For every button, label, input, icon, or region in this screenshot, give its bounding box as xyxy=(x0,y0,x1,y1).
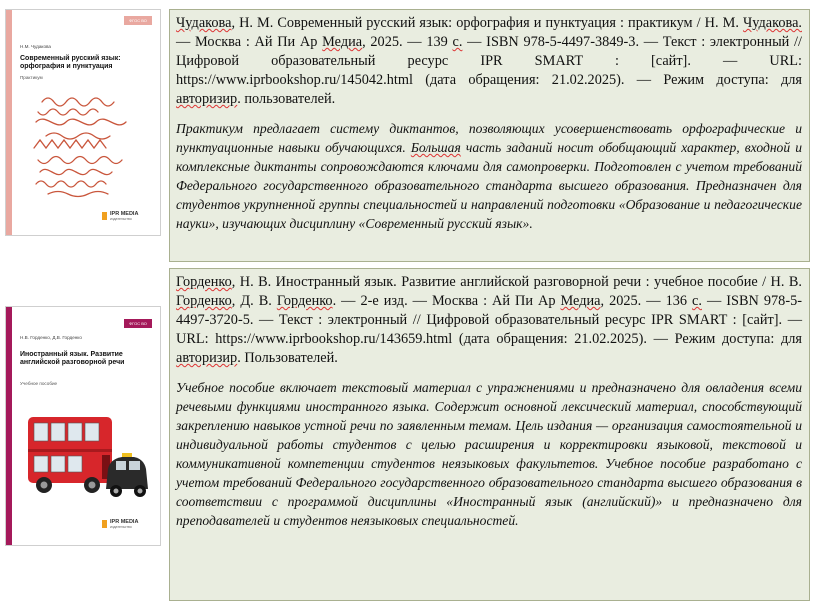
cover-type: Учебное пособие xyxy=(20,381,58,386)
cover-badge: ФГОС ВО xyxy=(124,319,152,328)
flagged-word: Горденко xyxy=(276,293,333,309)
flagged-word: авторизир xyxy=(176,350,238,366)
bus-and-taxi-illustration xyxy=(22,411,152,503)
cover-publisher xyxy=(102,211,138,221)
cover-author: Н.М. Чудакова xyxy=(20,44,51,49)
annotation-text xyxy=(176,378,802,530)
flagged-word: Медиа xyxy=(560,293,601,309)
publisher-sub: издательство xyxy=(110,525,132,529)
text-run: Практикум предлагает систему диктантов, позволяющих усовершенствовать орфографические и пунктуационные навыки обучающихся. xyxy=(176,121,802,155)
flagged-word: с. xyxy=(692,293,702,309)
cover-title: Современный русский язык: орфография и пунктуация xyxy=(20,55,121,71)
annotation-text xyxy=(176,119,802,233)
flagged-word: Горденко xyxy=(176,274,232,290)
publisher-name: IPR MEDIA xyxy=(110,519,139,525)
text-run: , Н. М. Современный русский язык: орфография и пунктуация : практикум / Н. М. xyxy=(231,15,743,31)
flagged-word: Большая xyxy=(410,140,461,155)
flagged-word: с. xyxy=(452,34,463,50)
bibliographic-entry[interactable] xyxy=(176,14,802,109)
text-run: , Н. В. Иностранный язык. Развитие английской разговорной речи : учебное пособие / Н. В. xyxy=(231,274,802,290)
text-run: — ISBN 978-5-4497-3849-3. — Текст : электронный // Цифровой образовательный ресурс IPR SMART : [сайт]. — URL: https://www.iprbookshop.ru/145042.html (дата обращения: 21.02.2025). — Режим доступа: для xyxy=(176,34,803,88)
text-run: — Москва : Ай Пи Ар xyxy=(176,34,323,50)
publisher-sub: издательство xyxy=(110,217,132,221)
text-run: Учебное пособие включает текстовый материал с упражнениями и предназначено для овладения всеми речевыми функциями иностранного языка. Содержит основной лексический материал, способствующий закреплению навыков устной речи по заявленным темам. Цель издания — организация самостоятельной и индивидуальной работы студентов с целью расширения и корректировки языковой, текстовой и коммуникативной компетенции студентов неязыковых факультетов. Учебное пособие разработано с учетом требований Федерального государственного образовательного стандарта высшего образования в соответствии с программой дисциплины «Иностранный язык (английский)» и предназначено для преподавателей и студентов неязыковых специальностей. xyxy=(176,380,802,528)
record-2 xyxy=(169,268,810,601)
cover-spine-stripe xyxy=(6,307,12,545)
text-run: — ISBN 978-5-4497-3720-5. — Текст : электронный // Цифровой образовательный ресурс IPR SMART : [сайт]. — URL: https://www.iprbookshop.ru/143659.html (дата обращения: 21.02.2025). — Режим доступа: для xyxy=(176,293,803,347)
cover-title: Иностранный язык. Развитие английской разговорной речи xyxy=(20,351,125,367)
text-run: . — 2-е изд. — Москва : Ай Пи Ар xyxy=(332,293,561,309)
bibliographic-entry[interactable] xyxy=(176,273,802,368)
text-run: . Пользователей. xyxy=(237,350,338,366)
text-run: , 2025. — 136 xyxy=(600,293,693,309)
cover-type: Практикум xyxy=(20,75,43,80)
book-cover-1[interactable] xyxy=(5,9,161,236)
cover-publisher xyxy=(102,519,138,529)
publisher-name: IPR MEDIA xyxy=(110,211,139,217)
cover-spine-stripe xyxy=(6,10,12,235)
publisher-logo-icon xyxy=(102,520,107,528)
flagged-word: Чудакова. xyxy=(742,15,802,31)
text-run: , Д. В. xyxy=(231,293,277,309)
book-cover-2[interactable] xyxy=(5,306,161,546)
flagged-word: Медиа xyxy=(322,34,363,50)
text-run: , 2025. — 139 xyxy=(362,34,453,50)
cover-author: Н.В. Горденко, Д.В. Горденко xyxy=(20,335,82,340)
text-run: часть заданий носит обобщающий характер, входной и комплексные диктанты сопровождаются ключами для самопроверки. Подготовлен с учетом требований Федерального государственного образовательного стандарта высшего образования. Предназначен для студентов укрупненной группы специальностей и направлений подготовки «Образование и педагогические науки», изучающих дисциплину «Современный русский язык». xyxy=(176,140,802,231)
record-1 xyxy=(169,9,810,262)
cover-badge: ФГОС ВО xyxy=(124,16,152,25)
text-run: . пользователей. xyxy=(237,91,336,107)
publisher-logo-icon xyxy=(102,212,107,220)
flagged-word: Чудакова xyxy=(176,15,232,31)
calligraphy-illustration xyxy=(28,92,140,202)
flagged-word: авторизир xyxy=(176,91,238,107)
flagged-word: Горденко xyxy=(176,293,232,309)
